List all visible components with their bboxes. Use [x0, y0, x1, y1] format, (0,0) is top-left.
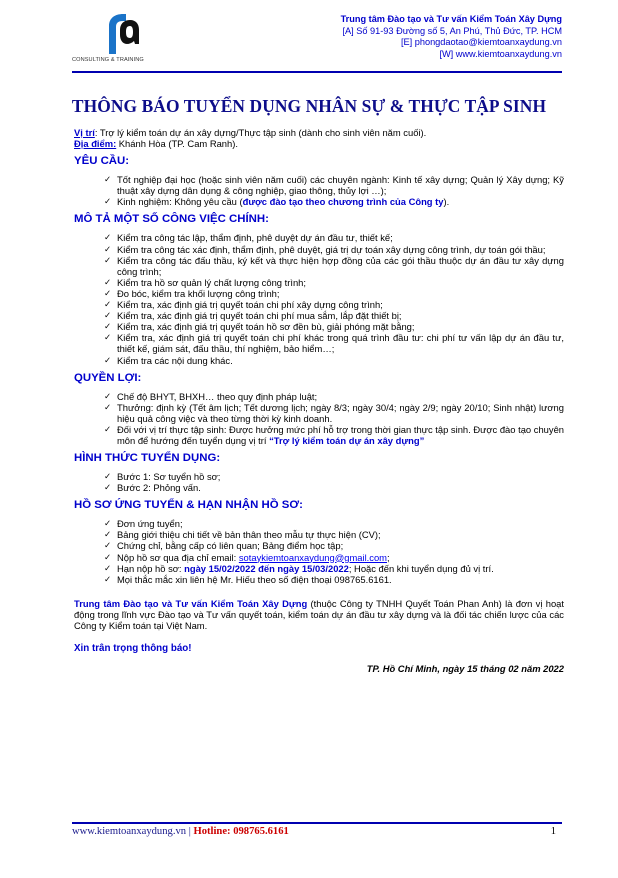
- dateline: TP. Hồ Chí Minh, ngày 15 tháng 02 năm 2022: [366, 663, 564, 675]
- list-item: [104, 471, 564, 482]
- process-list: [74, 471, 564, 493]
- check-icon: ✓: [104, 354, 112, 365]
- list-item-text: Nộp hồ sơ qua địa chỉ email:: [117, 551, 239, 563]
- check-icon: ✓: [104, 529, 112, 540]
- requirements-list: [74, 174, 564, 207]
- footer-website-link[interactable]: www.kiemtoanxaydung.vn: [72, 826, 187, 837]
- location-label: Địa điểm:: [74, 138, 117, 150]
- highlight-text: “Trợ lý kiểm toán dự án xây dựng”: [269, 434, 425, 446]
- application-list: [74, 518, 564, 585]
- check-icon: ✓: [104, 321, 112, 332]
- org-email[interactable]: [E] phongdaotao@kiemtoanxaydung.vn: [400, 37, 562, 48]
- benefits-list: [74, 391, 564, 446]
- position-line: [74, 127, 564, 138]
- position-value: : Trợ lý kiểm toán dự án xây dựng/Thực tập sinh (dành cho sinh viên năm cuối).: [94, 127, 427, 138]
- check-icon: ✓: [104, 423, 112, 434]
- list-item-text: Kiểm tra công tác xác định, thẩm định, phê duyệt, giá trị dự toán xây dựng công trình, dự toán gói thầu;: [117, 243, 546, 255]
- page-number: 1: [550, 826, 556, 837]
- list-item-text: Đo bóc, kiểm tra khối lượng công trình;: [117, 287, 280, 299]
- check-icon: ✓: [104, 232, 112, 243]
- list-item-text: Kiểm tra, xác định giá trị quyết toán chi phí khác trong quá trình đầu tư: chi phí tư vấn lập dự án đầu tư, thiết kế, giám sát, đấu thầu, thí nghiệm, bảo hiểm…;: [117, 332, 564, 355]
- check-icon: ✓: [104, 562, 112, 573]
- org-name: Trung tâm Đào tạo và Tư vấn Kiểm Toán Xây Dựng: [340, 14, 562, 24]
- section-heading-process: HÌNH THỨC TUYỂN DỤNG:: [74, 452, 221, 465]
- location-line: [74, 138, 564, 149]
- section-heading-requirements: YÊU CẦU:: [74, 155, 130, 168]
- document-title: THÔNG BÁO TUYỂN DỤNG NHÂN SỰ & THỰC TẬP SINH: [71, 96, 547, 116]
- duties-list: [74, 232, 564, 365]
- page-footer: [72, 826, 562, 837]
- list-item-text: Bước 1: Sơ tuyển hồ sơ;: [117, 471, 221, 483]
- check-icon: ✓: [104, 390, 112, 401]
- list-item-text: Chế độ BHYT, BHXH… theo quy định pháp luật;: [117, 390, 318, 402]
- list-item: [104, 232, 564, 243]
- check-icon: ✓: [104, 196, 112, 207]
- list-item: [104, 424, 564, 446]
- list-item-text: ;: [386, 551, 390, 563]
- document-body: [74, 127, 564, 674]
- list-item: [104, 563, 564, 574]
- check-icon: ✓: [104, 243, 112, 254]
- list-item: [104, 540, 564, 551]
- list-item-text: Kiểm tra công tác lập, thẩm định, phê duyệt dự án đầu tư, thiết kế;: [117, 232, 393, 244]
- list-item: [104, 244, 564, 255]
- logo-pa-icon: [106, 14, 140, 54]
- list-item: [104, 355, 564, 366]
- list-item-text: Thưởng: định kỳ (Tết âm lịch; Tết dương lịch; ngày 8/3; ngày 30/4; ngày 2/9; ngày 20/10; Sinh nhật) lương hiệu quả công việc và theo từng thời kỳ kinh doanh.: [117, 401, 564, 424]
- list-item: [104, 552, 564, 563]
- list-item: [104, 299, 564, 310]
- list-item: [104, 174, 564, 196]
- list-item-text: Kiểm tra, xác định giá trị quyết toán hồ sơ đền bù, giải phóng mặt bằng;: [117, 321, 415, 333]
- check-icon: ✓: [104, 540, 112, 551]
- check-icon: ✓: [104, 174, 112, 185]
- check-icon: ✓: [104, 573, 112, 584]
- check-icon: ✓: [104, 254, 112, 265]
- list-item-text: ).: [443, 196, 450, 208]
- list-item-text: Chứng chỉ, bằng cấp có liên quan; Bảng điểm học tập;: [117, 540, 344, 552]
- closing-line: Xin trân trọng thông báo!: [74, 643, 192, 655]
- list-item-text: Kiểm tra hồ sơ quản lý chất lượng công trình;: [117, 276, 306, 288]
- list-item: [104, 574, 564, 585]
- company-intro: [74, 598, 564, 631]
- list-item: [104, 518, 564, 529]
- list-item: [104, 310, 564, 321]
- check-icon: ✓: [104, 518, 112, 529]
- footer-hotline: Hotline: 098765.6161: [193, 826, 289, 837]
- footer-divider: [72, 822, 562, 824]
- list-item-text: Kiểm tra các nội dung khác.: [117, 354, 233, 366]
- list-item-text: Đơn ứng tuyển;: [117, 518, 183, 530]
- list-item-text: Kiểm tra, xác định giá trị quyết toán chi phí mua sắm, lắp đặt thiết bị;: [117, 310, 402, 322]
- intro-text: (thuộc Công ty TNHH Quyết Toán Phan Anh) là đơn vị hoạt động trong lĩnh vực Đào tạo và Tư vấn quyết toán, kiểm toán dự án đầu tư xây dựng và là đối tác chiến lược của các Công ty Kiểm toán tại Việt Nam.: [74, 597, 564, 631]
- check-icon: ✓: [104, 299, 112, 310]
- logo-caption: CONSULTING & TRAINING: [72, 57, 144, 63]
- list-item: [104, 321, 564, 332]
- check-icon: ✓: [104, 401, 112, 412]
- list-item-text: Bước 2: Phỏng vấn.: [117, 482, 201, 494]
- company-logo: [72, 14, 192, 66]
- footer-separator: |: [186, 826, 194, 837]
- check-icon: ✓: [104, 551, 112, 562]
- check-icon: ✓: [104, 276, 112, 287]
- list-item: [104, 529, 564, 540]
- organization-info: [341, 14, 562, 60]
- list-item-text: Mọi thắc mắc xin liên hệ Mr. Hiếu theo số điện thoại 098765.6161.: [117, 573, 392, 585]
- check-icon: ✓: [104, 287, 112, 298]
- list-item: [104, 391, 564, 402]
- list-item: [104, 288, 564, 299]
- list-item: [104, 402, 564, 424]
- org-website[interactable]: [W] www.kiemtoanxaydung.vn: [439, 48, 562, 59]
- list-item: [104, 277, 564, 288]
- list-item-text: ; Hoặc đến khi tuyển dụng đủ vị trí.: [348, 562, 494, 574]
- section-heading-duties: MÔ TẢ MỘT SỐ CÔNG VIỆC CHÍNH:: [74, 213, 269, 226]
- list-item-text: Kiểm tra công tác đấu thầu, ký kết và thực hiện hợp đồng của các gói thầu thuộc dự án đầu tư xây dựng công trình;: [117, 254, 564, 277]
- check-icon: ✓: [104, 471, 112, 482]
- org-address: [A] Số 91-93 Đường số 5, An Phú, Thủ Đức, TP. HCM: [342, 25, 562, 36]
- list-item-text: Kinh nghiệm: Không yêu cầu (: [117, 196, 243, 208]
- check-icon: ✓: [104, 332, 112, 343]
- list-item-text: Bảng giới thiệu chi tiết về bản thân theo mẫu tự thực hiện (CV);: [117, 529, 381, 541]
- list-item-text: Đối với vị trí thực tập sinh: Được hưởng mức phí hỗ trợ trong thời gian thực tập sinh. Được đào tạo chuyên môn để hướng đến tuyển dụng vị trí: [117, 423, 564, 446]
- position-label: Vị trí: [74, 127, 95, 138]
- application-email-link[interactable]: sotaykiemtoanxaydung@gmail.com: [238, 551, 387, 563]
- list-item: [104, 482, 564, 493]
- deadline-text: ngày 15/02/2022 đến ngày 15/03/2022: [184, 562, 349, 574]
- list-item: [104, 196, 564, 207]
- check-icon: ✓: [104, 310, 112, 321]
- check-icon: ✓: [104, 482, 112, 493]
- list-item-text: Hạn nộp hồ sơ:: [117, 562, 185, 574]
- intro-org-name: Trung tâm Đào tạo và Tư vấn Kiểm Toán Xây Dựng: [74, 597, 308, 609]
- list-item-text: Tốt nghiệp đại học (hoặc sinh viên năm cuối) các chuyên ngành: Kinh tế xây dựng; Quản lý Xây dựng; Kỹ thuật xây dựng dân dụng & công nghiệp, giao thông, thủy lợi …);: [117, 174, 564, 197]
- list-item: [104, 255, 564, 277]
- section-heading-benefits: QUYỀN LỢI:: [74, 371, 142, 384]
- location-value: Khánh Hòa (TP. Cam Ranh).: [116, 138, 238, 150]
- header-divider: [72, 71, 562, 73]
- highlight-text: được đào tạo theo chương trình của Công ty: [242, 196, 444, 208]
- section-heading-application: HỒ SƠ ỨNG TUYỂN & HẠN NHẬN HỒ SƠ:: [74, 499, 303, 512]
- list-item-text: Kiểm tra, xác định giá trị quyết toán chi phí xây dựng công trình;: [117, 299, 383, 311]
- list-item: [104, 332, 564, 354]
